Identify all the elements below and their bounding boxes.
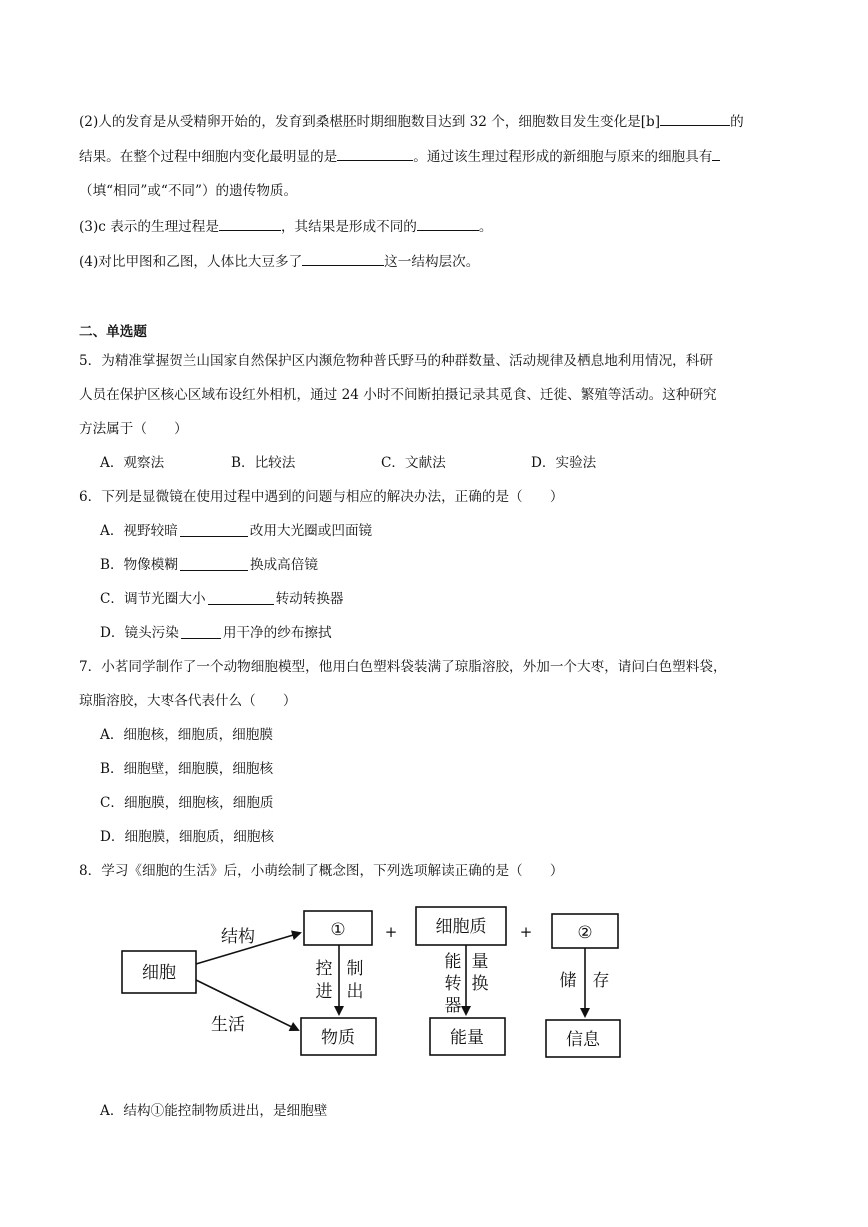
q7-option-b[interactable]: B．细胞壁，细胞膜，细胞核: [100, 761, 274, 777]
q7-option-c[interactable]: C．细胞膜，细胞核，细胞质: [100, 795, 274, 811]
q6-option-b[interactable]: [100, 555, 318, 575]
q4-p4-text-a: (4)对比甲图和乙图，人体比大豆多了: [79, 254, 303, 270]
life-label: 生活: [211, 1015, 245, 1035]
cytoplasm-label: 细胞质: [435, 917, 487, 937]
answer-blank[interactable]: [660, 111, 730, 126]
answer-blank[interactable]: [302, 251, 384, 266]
q4-p2-text-b: 的: [730, 114, 744, 130]
q4-part2-line1: [79, 111, 744, 132]
control-label-char: 出: [346, 982, 364, 1002]
control-label-char: 控: [315, 959, 333, 979]
q4-part3: [79, 216, 492, 237]
plus-sign: +: [384, 923, 398, 941]
q8-option-a[interactable]: A．结构①能控制物质进出，是细胞壁: [100, 1103, 328, 1119]
energy-label: 能量: [450, 1028, 484, 1048]
q5-option-d[interactable]: D．实验法: [531, 455, 597, 471]
dash-line: [208, 594, 274, 605]
answer-blank[interactable]: [712, 146, 720, 161]
q6-option-d-problem: D．镜头污染: [100, 625, 179, 641]
q4-p2-text-e: （填“相同”或“不同”）的遗传物质。: [79, 183, 298, 199]
energy-converter-char: 器: [444, 996, 462, 1016]
dash-line: [181, 628, 221, 639]
q5-stem-line1: 5．为精准掌握贺兰山国家自然保护区内濒危物种普氏野马的种群数量、活动规律及栖息地利用情况，科研: [79, 353, 713, 369]
q4-p3-text-a: (3)c 表示的生理过程是: [79, 219, 219, 235]
q5-option-c[interactable]: C．文献法: [381, 455, 446, 471]
q5-option-a[interactable]: A．观察法: [100, 455, 165, 471]
q4-p2-text-a: (2)人的发育是从受精卵开始的，发育到桑椹胚时期细胞数目达到 32 个，细胞数目发生变化是[b]: [79, 114, 661, 130]
structure-label: 结构: [221, 927, 255, 947]
q6-option-b-problem: B．物像模糊: [100, 557, 178, 573]
info-label: 信息: [566, 1030, 600, 1050]
q6-option-a-solution: 改用大光圈或凹面镜: [249, 523, 373, 539]
dash-line: [180, 560, 248, 571]
energy-converter-char: 量: [471, 952, 489, 972]
q5-stem-line3: 方法属于（ ）: [79, 421, 188, 437]
q4-p2-text-c: 结果。在整个过程中细胞内变化最明显的是: [79, 149, 338, 165]
q4-part4: [79, 251, 479, 272]
energy-converter-char: 能: [444, 952, 462, 972]
q4-p3-text-c: 。: [478, 219, 493, 235]
q7-option-a[interactable]: A．细胞核，细胞质，细胞膜: [100, 727, 273, 743]
q5-option-b[interactable]: B．比较法: [231, 455, 296, 471]
q4-p3-text-b: ，其结果是形成不同的: [280, 219, 417, 235]
concept-diagram: [110, 900, 640, 1075]
box1-label: ①: [330, 920, 346, 940]
dash-line: [180, 526, 248, 537]
q6-option-c-problem: C．调节光圈大小: [100, 591, 206, 607]
section-title: 二、单选题: [79, 324, 147, 340]
control-label-char: 制: [346, 959, 364, 979]
box2-label: ②: [577, 923, 593, 943]
q4-part2-line3: [79, 181, 297, 201]
plus-sign: +: [519, 923, 533, 941]
q6-option-a[interactable]: [100, 521, 372, 541]
q8-stem: 8．学习《细胞的生活》后，小萌绘制了概念图，下列选项解读正确的是（ ）: [79, 863, 564, 879]
q4-p2-text-d: 。通过该生理过程形成的新细胞与原来的细胞具有: [413, 149, 713, 165]
q7-option-d[interactable]: D．细胞膜，细胞质，细胞核: [100, 829, 275, 845]
store-label-char: 存: [592, 971, 610, 991]
q6-option-d[interactable]: [100, 623, 332, 643]
q6-option-d-solution: 用干净的纱布擦拭: [222, 625, 332, 641]
matter-label: 物质: [321, 1028, 355, 1048]
control-label-char: 进: [315, 982, 333, 1002]
q6-option-a-problem: A．视野较暗: [100, 523, 178, 539]
q6-option-c[interactable]: [100, 589, 344, 609]
q7-stem-line1: 7．小茗同学制作了一个动物细胞模型，他用白色塑料袋装满了琼脂溶胶，外加一个大枣，请问白色塑料袋，: [79, 659, 727, 675]
answer-blank[interactable]: [417, 216, 479, 231]
energy-converter-char: 换: [471, 974, 489, 994]
q4-part2-line2: [79, 146, 720, 167]
q6-option-b-solution: 换成高倍镜: [249, 557, 318, 573]
q6-option-c-solution: 转动转换器: [275, 591, 344, 607]
answer-blank[interactable]: [219, 216, 281, 231]
q6-stem: 6．下列是显微镜在使用过程中遇到的问题与相应的解决办法，正确的是（ ）: [79, 489, 564, 505]
cell-label: 细胞: [142, 963, 176, 983]
q5-stem-line2: 人员在保护区核心区域布设红外相机，通过 24 小时不间断拍摄记录其觅食、迁徙、繁殖等活动。这种研究: [79, 387, 717, 403]
energy-converter-char: 转: [444, 974, 462, 994]
answer-blank[interactable]: [337, 146, 413, 161]
q7-stem-line2: 琼脂溶胶，大枣各代表什么（ ）: [79, 693, 297, 709]
store-label-char: 储: [559, 971, 577, 991]
q4-p4-text-b: 这一结构层次。: [384, 254, 480, 270]
